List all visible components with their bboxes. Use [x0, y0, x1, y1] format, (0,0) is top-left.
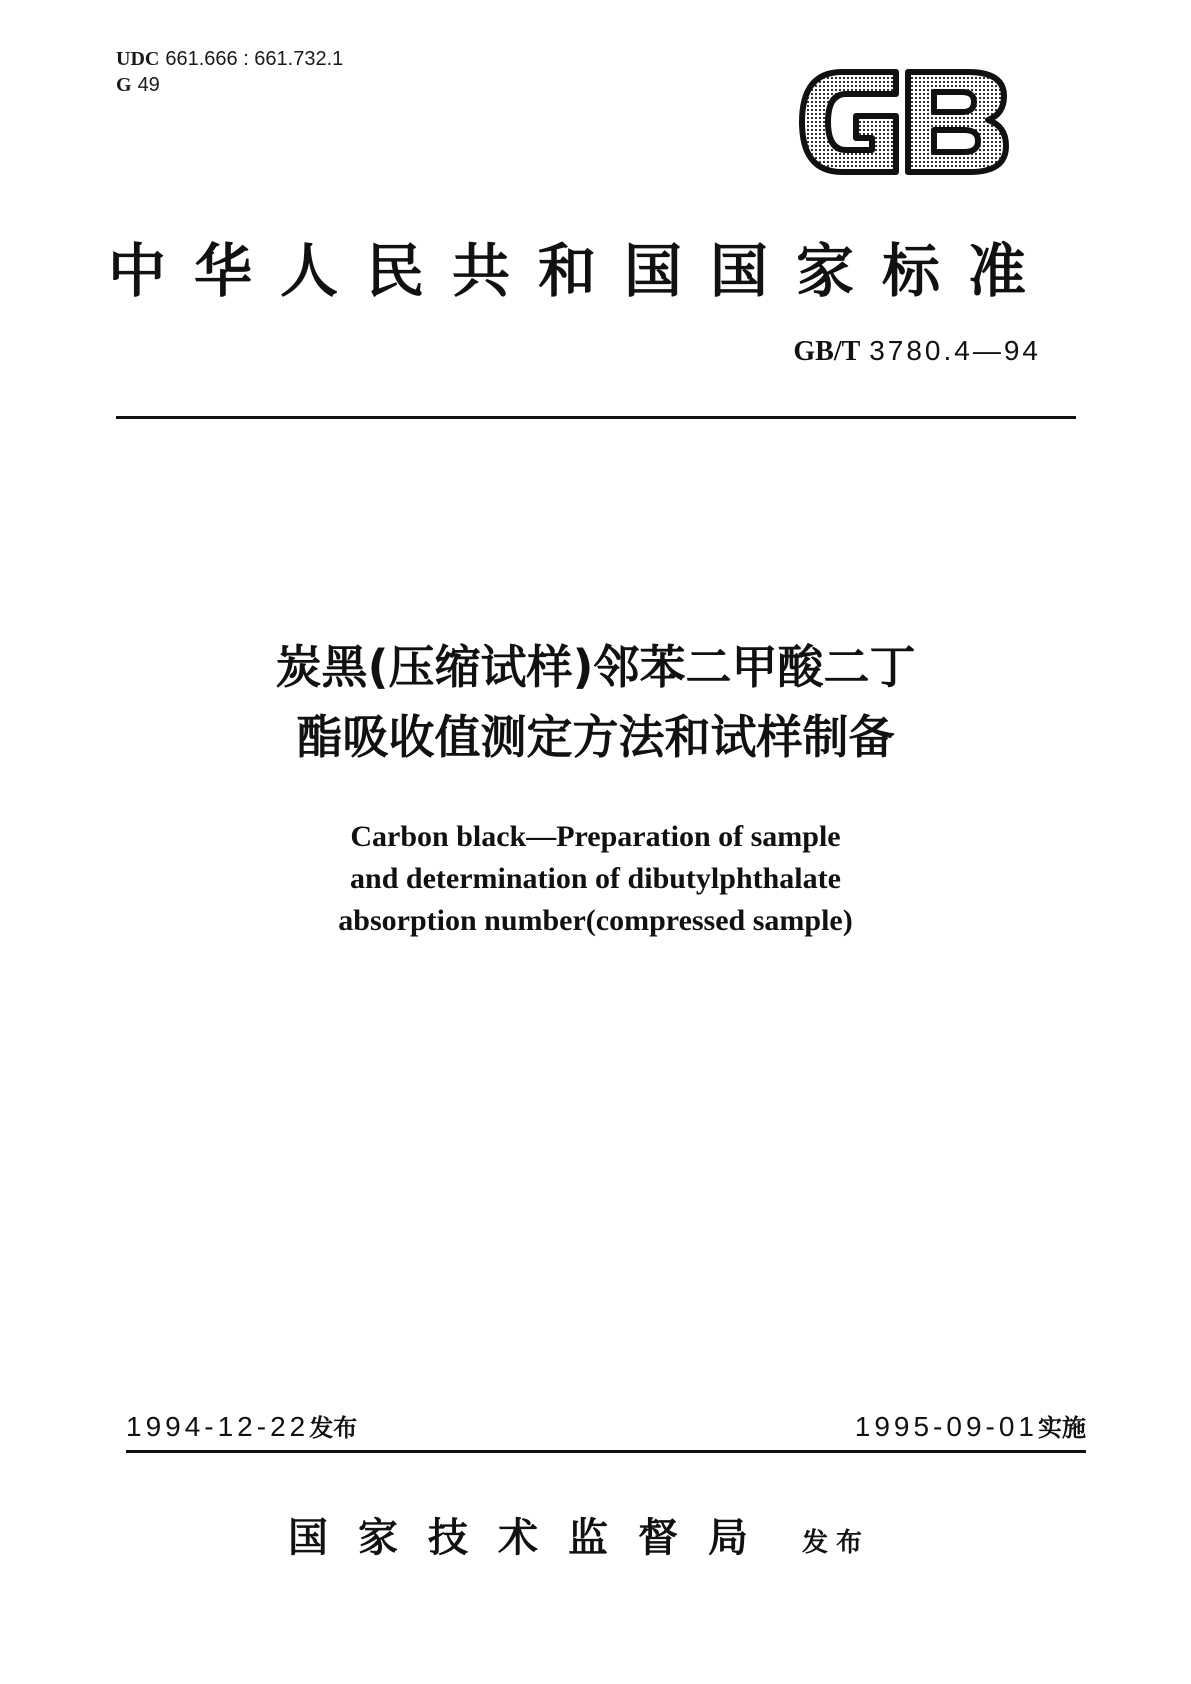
udc-value: 661.666 : 661.732.1 — [165, 48, 344, 70]
dates-row — [126, 1408, 1086, 1446]
english-title-line: and determination of dibutylphthalate — [350, 862, 841, 895]
standard-number-prefix: GB/T — [793, 336, 861, 367]
top-divider — [116, 416, 1076, 419]
english-title-line: Carbon black—Preparation of sample — [350, 820, 841, 853]
effective-date-label: 实施 — [1038, 1414, 1086, 1442]
effective-date-value: 1995-09-01 — [854, 1411, 1038, 1442]
issue-date-label: 发布 — [309, 1414, 358, 1442]
udc-line — [116, 46, 343, 72]
class-value: 49 — [137, 74, 160, 96]
national-standard-title: 中华人民共和国国家标准 — [108, 237, 1055, 305]
standard-number — [793, 334, 1041, 368]
chinese-title-line: 炭黑(压缩试样)邻苯二甲酸二丁 — [275, 640, 916, 694]
effective-date — [855, 1408, 1086, 1443]
issuer-name: 国家技术监督局 — [288, 1514, 778, 1561]
class-key: G — [116, 74, 132, 96]
bottom-divider — [126, 1450, 1086, 1453]
issue-date-value: 1994-12-22 — [126, 1411, 310, 1442]
udc-key: UDC — [116, 48, 160, 70]
chinese-title-line: 酯吸收值测定方法和试样制备 — [296, 710, 895, 764]
gb-logo — [798, 64, 1010, 180]
gb-logo-b-mark — [908, 72, 1006, 172]
chinese-document-title — [0, 632, 1191, 772]
issuing-authority — [288, 1506, 870, 1563]
issuer-action: 发布 — [802, 1528, 871, 1558]
class-line — [116, 72, 343, 98]
gb-logo-g-mark — [802, 72, 896, 172]
english-title-line: absorption number(compressed sample) — [338, 904, 853, 937]
issue-date — [126, 1408, 357, 1443]
classification-block — [116, 46, 343, 98]
standard-number-value: 3780.4—94 — [869, 335, 1041, 366]
english-document-title — [0, 816, 1191, 942]
